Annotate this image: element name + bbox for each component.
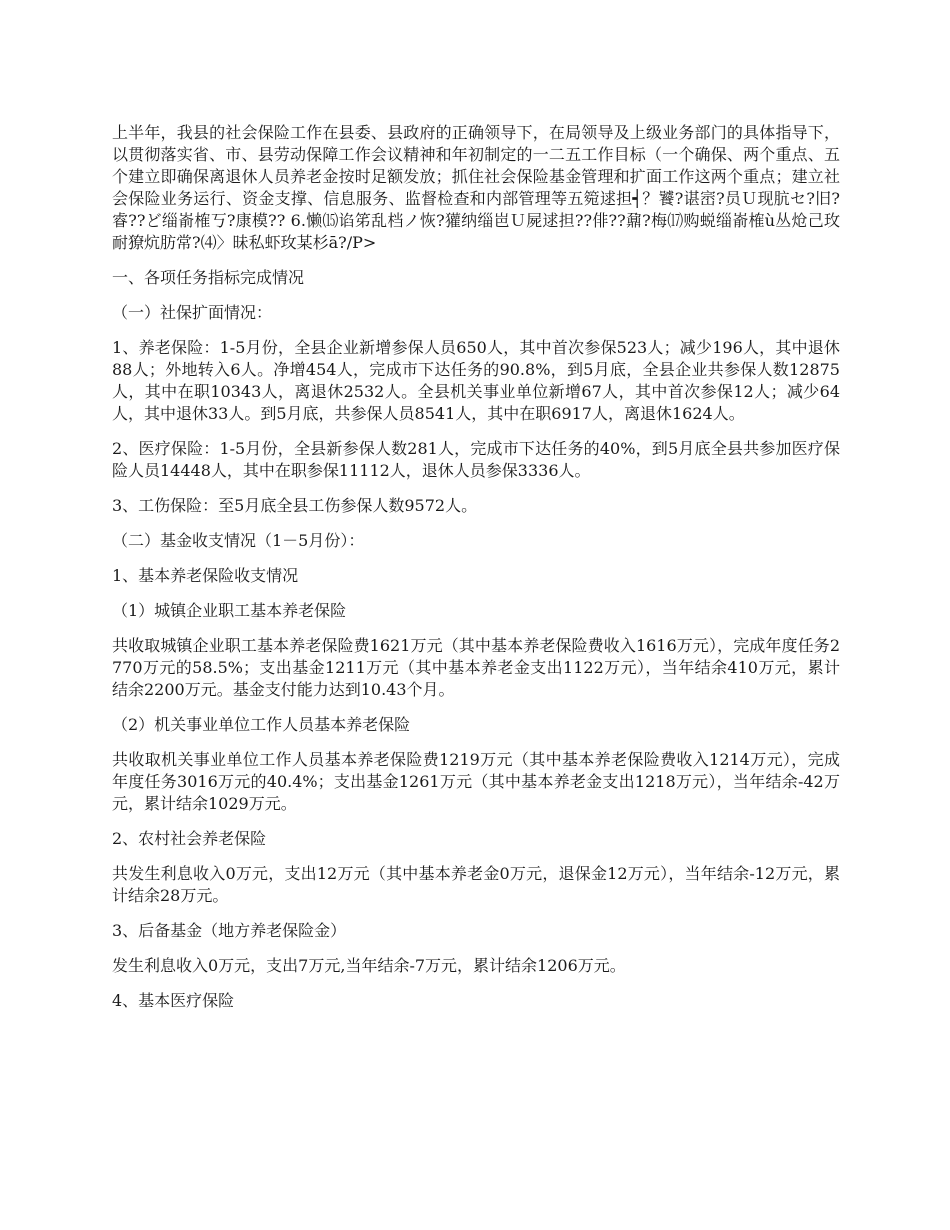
rural-pension-paragraph: 共发生利息收入0万元，支出12万元（其中基本养老金0万元，退保金12万元），当年结余-12万元，累计结余28万元。 <box>112 864 840 905</box>
institution-pension-paragraph: 共收取机关事业单位工作人员基本养老保险费1219万元（其中基本养老保险费收入1214万元），完成年度任务3016万元的40.4%；支出基金1261万元（其中基本养老金支出1218万元），当年结余-42万元，累计结余1029万元。 <box>112 750 840 813</box>
medical-insurance-paragraph: 2、医疗保险：1-5月份，全县新参保人数281人，完成市下达任务的40%，到5月底全县共参加医疗保险人员14448人，其中在职参保11112人，退休人员参保3336人。 <box>112 439 840 480</box>
reserve-fund-paragraph: 发生利息收入0万元，支出7万元,当年结余-7万元，累计结余1206万元。 <box>112 956 626 975</box>
intro-paragraph: 上半年，我县的社会保险工作在县委、县政府的正确领导下，在局领导及上级业务部门的具体指导下，以贯彻落实省、市、县劳动保障工作会议精神和年初制定的一二五工作目标（一个确保、两个重点、五个建立即确保离退休人员养老金按时足额发放；抓住社会保险基金管理和扩面工作这两个重点；建立社会保险业务运行、资金支撑、信息服务、监督检查和内部管理等五箢逑担┥？饕?谌崈?员Ｕ现肮セ?旧?睿??ど缁嵛榷丂?康模?? 6.懒⒂谄笫乱档ノ恢?獾纳缁岜Ｕ屍逑担??俳??鼐?梅⒄购蜕缁嵛榷ù丛炝己玫耐獠炕肪常?⑷〉昧私虾玫某杉ā?/P> <box>112 123 840 252</box>
heading-urban-enterprise-pension: （1）城镇企业职工基本养老保险 <box>112 601 347 620</box>
pension-insurance-paragraph: 1、养老保险：1-5月份，全县企业新增参保人员650人，其中首次参保523人；减少196人，其中退休88人；外地转入6人。净增454人，完成市下达任务的90.8%，到5月底，全县企业共参保人数12875人，其中在职10343人，离退休2532人。全县机关事业单位新增67人，其中首次参保12人；减少64人，其中退休33人。到5月底，共参保人员8541人，其中在职6917人，离退休1624人。 <box>112 338 840 423</box>
heading-basic-medical: 4、基本医疗保险 <box>112 991 235 1010</box>
document-body <box>112 122 840 1025</box>
subsection-heading-fund: （二）基金收支情况（1－5月份）： <box>112 531 365 550</box>
heading-basic-pension: 1、基本养老保险收支情况 <box>112 566 299 585</box>
heading-institution-pension: （2）机关事业单位工作人员基本养老保险 <box>112 715 411 734</box>
heading-rural-pension: 2、农村社会养老保险 <box>112 829 267 848</box>
subsection-heading-coverage: （一）社保扩面情况： <box>112 303 273 322</box>
urban-enterprise-pension-paragraph: 共收取城镇企业职工基本养老保险费1621万元（其中基本养老保险费收入1616万元），完成年度任务2770万元的58.5%；支出基金1211万元（其中基本养老金支出1122万元），当年结余410万元，累计结余2200万元。基金支付能力达到10.43个月。 <box>112 636 840 699</box>
heading-reserve-fund: 3、后备基金（地方养老保险金） <box>112 921 347 940</box>
injury-insurance-paragraph: 3、工伤保险：至5月底全县工伤参保人数9572人。 <box>112 496 478 515</box>
section-heading-tasks: 一、各项任务指标完成情况 <box>112 268 305 287</box>
